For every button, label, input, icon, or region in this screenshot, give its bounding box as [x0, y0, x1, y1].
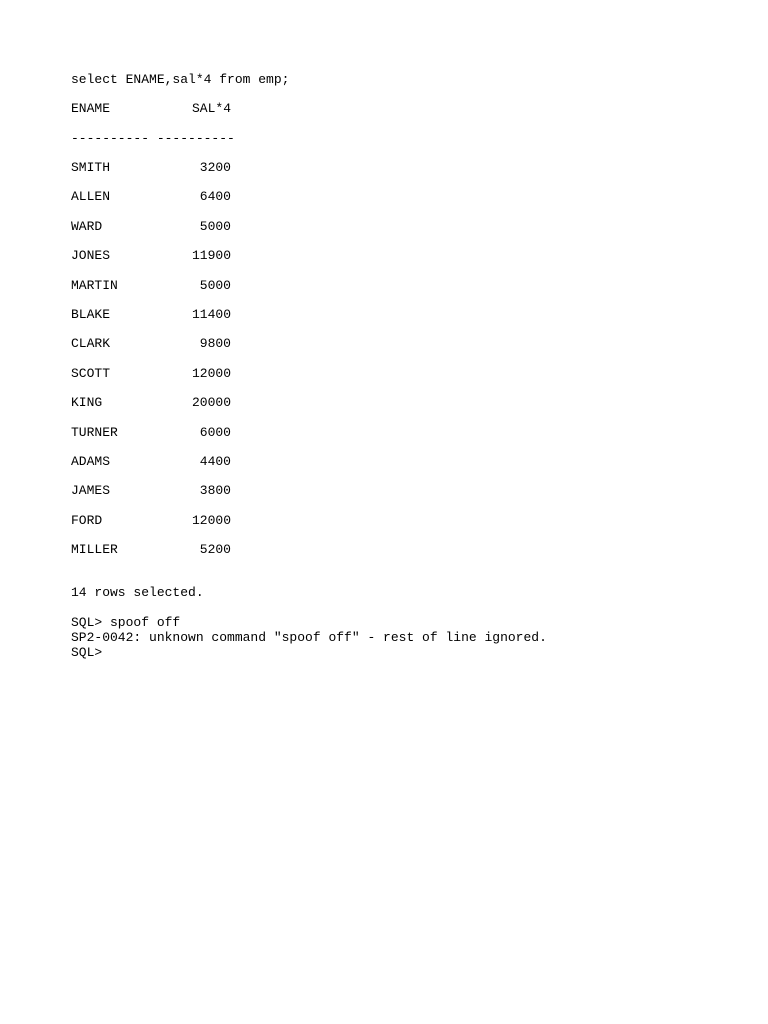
- cell-sal: 3200: [199, 160, 231, 175]
- cell-ename: JAMES: [71, 483, 111, 498]
- cell-sal: 12000: [191, 366, 231, 381]
- column-header-sal: SAL*4: [191, 101, 231, 116]
- cell-ename: TURNER: [71, 425, 118, 440]
- console-error-line: SP2-0042: unknown command "spoof off" - rest of line ignored.: [71, 630, 547, 645]
- cell-ename: FORD: [71, 513, 103, 528]
- cell-sal: 11400: [191, 307, 231, 322]
- cell-ename: ADAMS: [71, 454, 111, 469]
- cell-sal: 3800: [199, 483, 231, 498]
- table-row: [71, 395, 231, 410]
- table-row: [71, 219, 231, 234]
- table-row: [71, 513, 231, 528]
- console-line: SQL> spoof off: [71, 615, 181, 630]
- cell-ename: SCOTT: [71, 366, 111, 381]
- cell-ename: CLARK: [71, 336, 111, 351]
- console-prompt: SQL>: [71, 645, 103, 660]
- table-separator: ---------- ----------: [71, 131, 235, 146]
- cell-ename: SMITH: [71, 160, 111, 175]
- cell-ename: MARTIN: [71, 278, 118, 293]
- table-row: [71, 248, 231, 263]
- cell-sal: 6400: [199, 189, 231, 204]
- column-header-ename: ENAME: [71, 101, 111, 116]
- rows-selected-summary: 14 rows selected.: [71, 585, 204, 600]
- table-row: [71, 366, 231, 381]
- cell-sal: 12000: [191, 513, 231, 528]
- cell-sal: 11900: [191, 248, 231, 263]
- table-row: [71, 542, 231, 557]
- cell-sal: 4400: [199, 454, 231, 469]
- cell-ename: WARD: [71, 219, 103, 234]
- table-row: [71, 425, 231, 440]
- cell-ename: JONES: [71, 248, 111, 263]
- table-row: [71, 278, 231, 293]
- cell-ename: ALLEN: [71, 189, 111, 204]
- table-row: [71, 336, 231, 351]
- cell-ename: MILLER: [71, 542, 118, 557]
- cell-sal: 6000: [199, 425, 231, 440]
- cell-ename: BLAKE: [71, 307, 111, 322]
- table-header-row: [71, 101, 231, 116]
- cell-sal: 5200: [199, 542, 231, 557]
- cell-sal: 9800: [199, 336, 231, 351]
- query-text: select ENAME,sal*4 from emp;: [71, 72, 290, 87]
- table-row: [71, 160, 231, 175]
- cell-ename: KING: [71, 395, 103, 410]
- cell-sal: 5000: [199, 219, 231, 234]
- table-row: [71, 483, 231, 498]
- cell-sal: 5000: [199, 278, 231, 293]
- table-row: [71, 189, 231, 204]
- cell-sal: 20000: [191, 395, 231, 410]
- table-row: [71, 454, 231, 469]
- table-row: [71, 307, 231, 322]
